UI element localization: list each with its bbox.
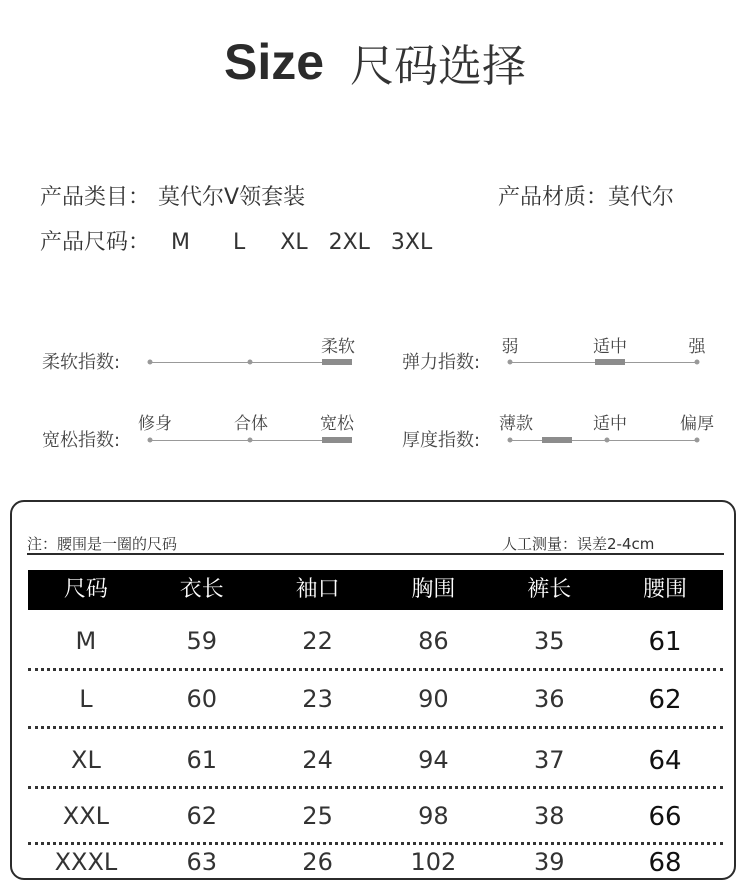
table-row [28,685,723,715]
cell-chest: 86 [418,627,449,655]
softness-index-label: 柔软指数: [42,352,121,373]
cell-waist: 61 [648,627,682,657]
size-option: L [233,230,246,255]
note-divider [27,553,724,555]
waist-note: 注：腰围是一圈的尺码 [27,535,178,553]
looseness-word-mid: 合体 [234,414,268,434]
size-option: M [171,230,190,255]
table-header [28,570,723,610]
elasticity-level-marker [595,359,625,365]
scale-dot [695,438,700,443]
softness-level-marker [322,359,352,365]
elasticity-word-high: 强 [688,337,706,357]
table-row [28,848,723,878]
table-row [28,627,723,657]
thickness-scale-line [510,440,697,441]
cell-top-length: 63 [186,848,218,876]
material-value: 莫代尔 [608,185,675,210]
header-cuff: 袖口 [295,577,340,602]
thickness-word-low: 薄款 [499,414,533,434]
size-option: 3XL [390,230,433,255]
cell-pant-length: 38 [533,802,565,830]
thickness-word-mid: 适中 [593,414,627,434]
cell-waist: 64 [648,746,682,776]
category-value: 莫代尔V领套装 [158,185,306,210]
scale-dot [248,438,253,443]
scale-dot [605,438,610,443]
cell-top-length: 59 [186,627,218,655]
thickness-level-marker [542,437,572,443]
header-chest: 胸围 [411,577,456,602]
cell-waist: 66 [648,802,682,832]
material-label: 产品材质： [498,185,609,210]
scale-dot [148,438,153,443]
thickness-word-high: 偏厚 [680,414,714,434]
row-divider [28,786,723,789]
row-divider [28,668,723,671]
cell-size: XXXL [54,848,118,876]
cell-cuff: 22 [302,627,333,655]
elasticity-index-label: 弹力指数: [402,352,481,373]
measurement-note: 人工测量：误差2-4cm [502,535,655,553]
cell-waist: 68 [648,848,682,878]
cell-size: XL [71,746,101,774]
cell-size: M [75,627,97,655]
thickness-index-label: 厚度指数: [402,430,481,451]
title-english: Size [223,34,325,90]
cell-waist: 62 [648,685,682,715]
cell-cuff: 24 [302,746,333,774]
table-row [28,746,723,776]
cell-chest: 102 [410,848,457,876]
cell-top-length: 62 [186,802,218,830]
cell-chest: 90 [418,685,449,713]
scale-dot [508,360,513,365]
cell-top-length: 60 [186,685,218,713]
looseness-level-marker [322,437,352,443]
title-chinese: 尺码选择 [350,41,527,92]
looseness-word-low: 修身 [138,414,172,434]
scale-dot [508,438,513,443]
cell-chest: 98 [418,802,449,830]
sizes-label: 产品尺码： [40,230,151,255]
category-label: 产品类目： [40,185,151,210]
size-option: 2XL [328,230,370,255]
header-size: 尺码 [63,577,108,602]
header-top-length: 衣长 [179,577,224,602]
scale-dot [695,360,700,365]
elasticity-word-mid: 适中 [593,337,627,357]
table-row [28,802,723,832]
product-material [498,180,674,211]
cell-size: L [79,685,93,713]
cell-pant-length: 39 [533,848,565,876]
product-sizes [40,225,446,256]
cell-cuff: 23 [302,685,333,713]
page-title [0,30,750,94]
size-option: XL [280,230,308,255]
row-divider [28,726,723,729]
cell-pant-length: 35 [533,627,565,655]
scale-dot [148,360,153,365]
header-waist: 腰围 [643,577,688,602]
looseness-index-label: 宽松指数: [42,430,121,451]
cell-pant-length: 36 [533,685,565,713]
row-divider [28,842,723,845]
cell-top-length: 61 [186,746,218,774]
looseness-word-high: 宽松 [320,414,354,434]
cell-cuff: 25 [302,802,333,830]
softness-word-high: 柔软 [321,337,355,357]
header-pant-length: 裤长 [527,577,572,602]
elasticity-word-low: 弱 [501,337,519,357]
cell-chest: 94 [418,746,449,774]
product-category [40,180,305,211]
cell-pant-length: 37 [533,746,565,774]
scale-dot [248,360,253,365]
cell-size: XXL [62,802,110,830]
cell-cuff: 26 [302,848,333,876]
